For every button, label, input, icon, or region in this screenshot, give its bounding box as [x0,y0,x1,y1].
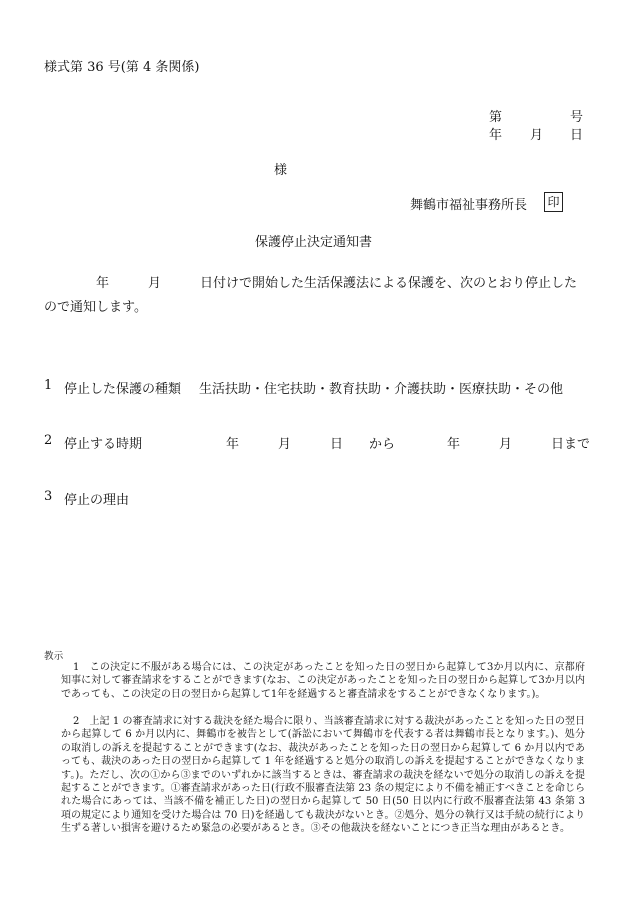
date-day-label: 日 [570,128,584,143]
item-label-protection-type: 停止した保護の種類 [64,382,182,397]
body-text-line-1: 年 月 日付けで開始した生活保護法による保護を、次のとおり停止した [44,276,578,291]
recipient-honorific: 様 [274,163,288,178]
notice-item [61,661,585,701]
item-number: 1 [44,378,53,393]
notice-item [61,715,585,836]
notice-item-text: 上記 1 の審査請求に対する裁決を経た場合に限り、当該審査請求に対する裁決があったことを知った日の翌日から起算して 6 か月以内に、舞鶴市を被告として(訴訟において舞鶴市を代表する者は舞鶴市長となります。)、処分の取消しの訴えを提起することができます(なお、裁決があったことを知った日の翌日から起算して 6 か月以内であっても、裁決のあった日の翌日から起算して 1 年を経過すると処分の取消しの訴えを提起することができなくなります。)。ただし、次の①から③までのいずれかに該当するときは、審査請求の裁決を経ないで処分の取消しの訴えを提起することができます。①審査請求があった日(行政不服審査法第 23 条の規定により不備を補正すべきことを命じられた場合にあっては、当該不備を補正した日)の翌日から起算して 50 日(50 日以内に行政不服審査法第 43 条第 3 項の規定により通知を受けた場合は 70 日)を経過しても裁決がないとき。②処分、処分の執行又は手続の続行により生ずる著しい損害を避けるため緊急の必要があるとき。③その他裁決を経ないことにつき正当な理由があるとき。 [61,716,586,835]
notice-heading: 教示 [44,651,64,662]
item-number: 3 [44,489,53,504]
document-number-prefix: 第 [489,110,503,125]
notice-item-text: この決定に不服がある場合には、この決定があったことを知った日の翌日から起算して3か月以内に、京都府知事に対して審査請求をすることができます(なお、この決定があったことを知った日の翌日から起算して3か月以内であっても、この決定の日の翌日から起算して1年を経過すると審査請求をすることができなくなります。)。 [61,662,585,700]
body-text-line-2: ので通知します。 [44,300,147,315]
notice-item-number: 2 [73,716,80,727]
item-label-suspension-reason: 停止の理由 [64,493,130,508]
item-value-protection-options: 生活扶助・住宅扶助・教育扶助・介護扶助・医療扶助・その他 [199,382,564,397]
seal-stamp: 印 [544,192,563,212]
item-number: 2 [44,433,53,448]
form-number: 様式第 36 号(第 4 条関係) [44,60,200,75]
date-year-label: 年 [489,128,503,143]
item-label-suspension-period: 停止する時期 [64,437,143,452]
document-title: 保護停止決定通知書 [255,235,373,250]
document-number-suffix: 号 [570,110,584,125]
item-value-suspension-period: 年 月 日 から 年 月 日まで [226,437,591,452]
issuer-name: 舞鶴市福祉事務所長 [410,198,528,213]
notice-item-number: 1 [73,662,80,673]
date-month-label: 月 [530,128,544,143]
